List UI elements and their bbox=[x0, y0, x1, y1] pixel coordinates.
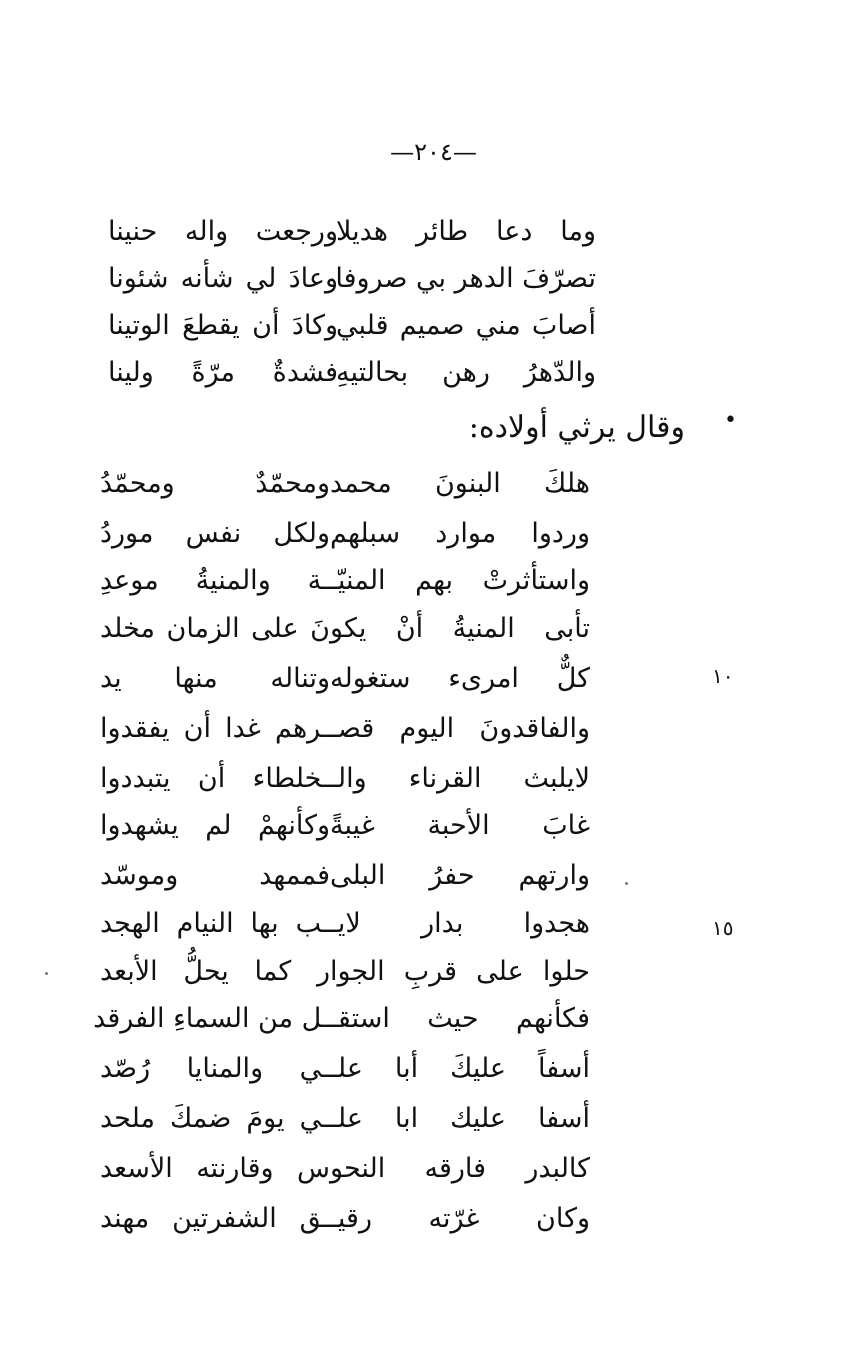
verse-second-hemistich: فممهد وموسّد bbox=[100, 860, 330, 891]
scan-speck bbox=[625, 882, 628, 885]
line-number: ١٥ bbox=[712, 916, 734, 940]
verse-second-hemistich: ورجعت واله حنينا bbox=[108, 216, 338, 247]
verse-line bbox=[100, 567, 590, 603]
verse-line bbox=[100, 470, 590, 506]
verse-second-hemistich: س وقارنته الأسعد bbox=[100, 1153, 330, 1184]
verse-line bbox=[108, 218, 596, 254]
verse-second-hemistich: ـة والمنيةُ موعدِ bbox=[100, 565, 330, 596]
verse-line bbox=[100, 765, 590, 801]
verse-second-hemistich: وكأنهمْ لم يشهدوا bbox=[100, 810, 330, 841]
verse-first-hemistich: لايلبث القرناء والـ bbox=[330, 763, 590, 794]
verse-line bbox=[100, 958, 590, 994]
verse-first-hemistich: وما دعا طائر هديلا bbox=[336, 216, 596, 247]
verse-first-hemistich: هجدوا بدار لايـ bbox=[330, 908, 590, 939]
verse-first-hemistich: كالبدر فارقه النحو bbox=[330, 1153, 590, 1184]
verse-first-hemistich: وردوا موارد سبلهم bbox=[330, 518, 590, 549]
scan-speck bbox=[45, 972, 48, 975]
verse-line bbox=[108, 359, 596, 395]
verse-line bbox=[100, 1155, 590, 1191]
verse-second-hemistich: ـرهم غدا أن يفقدوا bbox=[100, 713, 330, 744]
verse-second-hemistich: نَ على الزمان مخلد bbox=[100, 613, 330, 644]
verse-line bbox=[100, 812, 590, 848]
verse-first-hemistich: حلوا على قربِ الجوا bbox=[330, 956, 590, 987]
verse-second-hemistich: ومحمّدٌ ومحمّدُ bbox=[100, 468, 330, 499]
verse-second-hemistich: فشدةٌ مرّةً ولينا bbox=[108, 357, 338, 388]
line-number: ١٠ bbox=[712, 664, 734, 688]
verse-line bbox=[100, 1055, 590, 1091]
verse-second-hemistich: وكادَ أن يقطعَ الوتينا bbox=[108, 310, 338, 341]
verse-second-hemistich: ـق الشفرتين مهند bbox=[100, 1203, 330, 1234]
page-number: —٢٠٤— bbox=[390, 138, 477, 166]
verse-first-hemistich: والدّهرُ رهن بحالتيهِ bbox=[336, 357, 596, 388]
verse-line bbox=[100, 520, 590, 556]
verse-second-hemistich: ولكل نفس موردُ bbox=[100, 518, 330, 549]
verse-line bbox=[100, 1105, 590, 1141]
verse-first-hemistich: وكان غرّته رقيـ bbox=[330, 1203, 590, 1234]
verse-second-hemistich: وتناله منها يد bbox=[100, 663, 330, 694]
verse-first-hemistich: أسفاً عليكَ أبا علـ bbox=[330, 1053, 590, 1084]
verse-line bbox=[100, 615, 590, 651]
verse-line bbox=[108, 312, 596, 348]
verse-second-hemistich: ـب بها النيام الهجد bbox=[100, 908, 330, 939]
verse-line bbox=[108, 265, 596, 301]
verse-line bbox=[100, 910, 590, 946]
verse-first-hemistich: واستأثرتْ بهم المنيّـ bbox=[330, 565, 590, 596]
verse-second-hemistich: ـي والمنايا رُصّد bbox=[100, 1053, 330, 1084]
verse-second-hemistich: ـل من السماءِ الفرقد bbox=[93, 1003, 330, 1034]
verse-line bbox=[100, 862, 590, 898]
verse-first-hemistich: أصابَ مني صميم قلبي bbox=[336, 310, 596, 341]
section-heading: وقال يرثي أولاده: bbox=[468, 410, 685, 445]
verse-line bbox=[100, 665, 590, 701]
verse-first-hemistich: أسفا عليك ابا علـ bbox=[330, 1103, 590, 1134]
verse-line bbox=[93, 1003, 590, 1041]
verse-first-hemistich: وارتهم حفرُ البلى bbox=[330, 860, 590, 891]
verse-second-hemistich: ـي يومَ ضمكَ ملحد bbox=[100, 1103, 330, 1134]
verse-first-hemistich: تأبى المنيةُ أنْ يكو bbox=[330, 613, 590, 644]
verse-first-hemistich: تصرّفَ الدهر بي صروفا bbox=[335, 263, 596, 294]
verse-second-hemistich: وعادَ لي شأنه شئونا bbox=[108, 263, 338, 294]
verse-line bbox=[100, 1205, 590, 1241]
verse-first-hemistich: هلكَ البنونَ محمد bbox=[330, 468, 590, 499]
verse-first-hemistich: كلٌّ امرىء ستغوله bbox=[330, 663, 590, 694]
verse-line bbox=[100, 715, 590, 751]
verse-second-hemistich: ر كما يحلُّ الأبعد bbox=[100, 956, 330, 987]
verse-first-hemistich: غابَ الأحبة غيبةً bbox=[330, 810, 590, 841]
verse-first-hemistich: والفاقدونَ اليوم قصـ bbox=[330, 713, 590, 744]
section-bullet: • bbox=[724, 408, 737, 433]
verse-first-hemistich: فكأنهم حيث استقـ bbox=[330, 1003, 590, 1034]
verse-second-hemistich: ـخلطاء أن يتبددوا bbox=[100, 763, 330, 794]
